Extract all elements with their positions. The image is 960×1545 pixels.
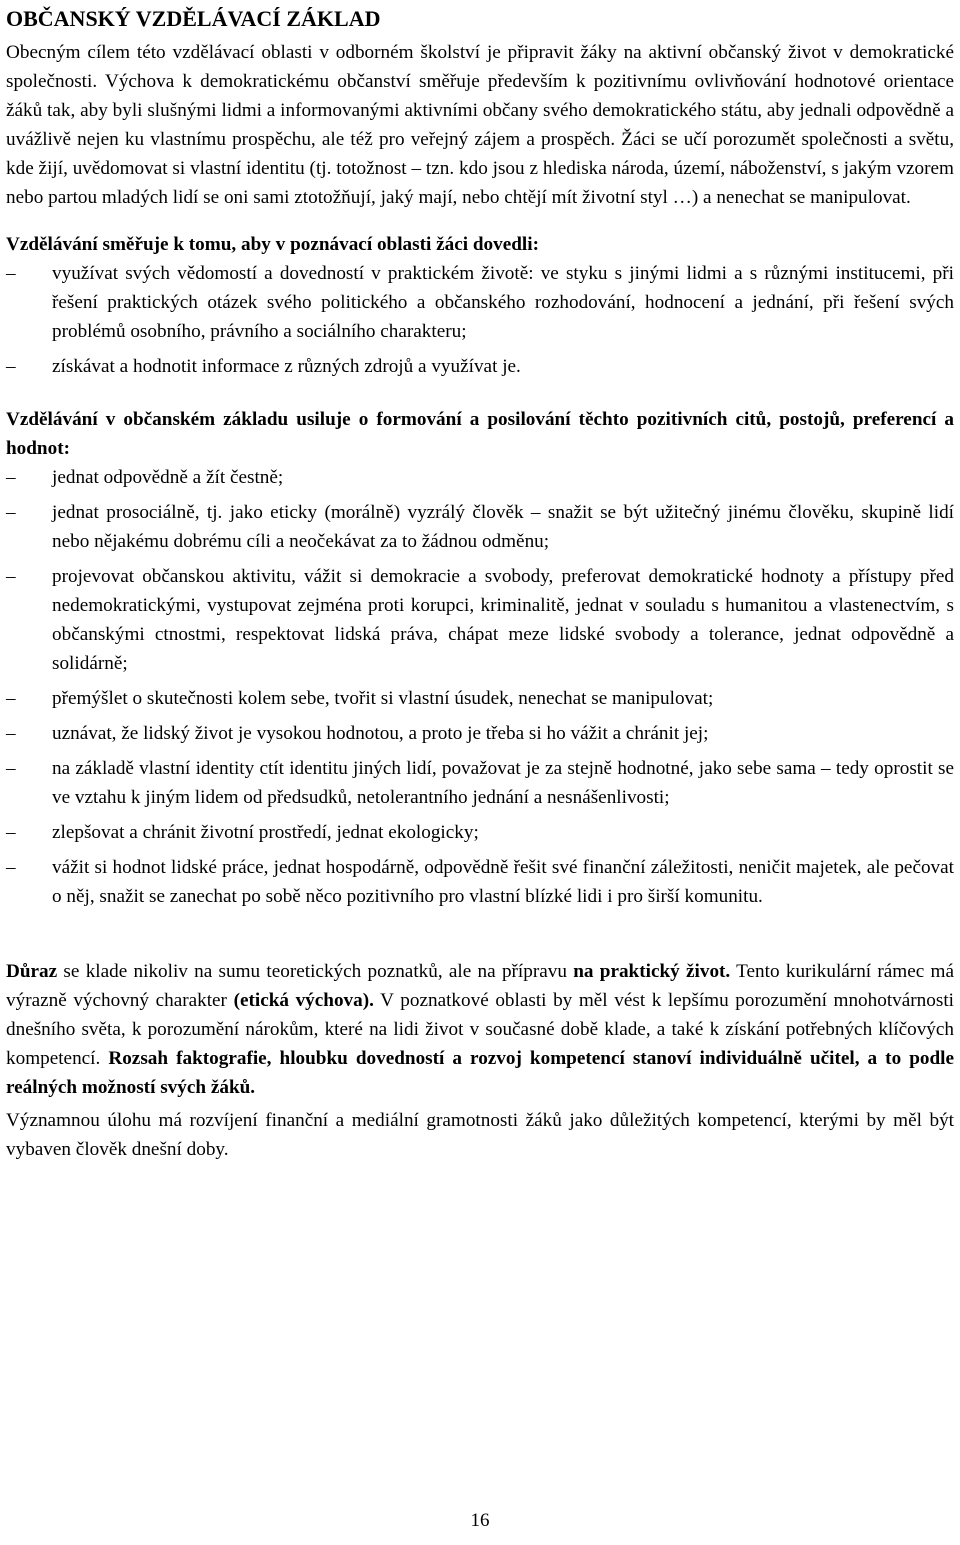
emphasis-paragraph: Důraz se klade nikoliv na sumu teoretických poznatků, ale na přípravu na praktický život. Tento kurikulární rámec má výrazně výchovný charakter (etická výchova). V poznatkové oblasti by měl vést k lepšímu porozumění mnohotvárnosti dnešního světa, k porozumění nárokům, které na lidi život v současné době klade, a také k získání potřebných klíčových kompetencí. Rozsah faktografie, hloubku dovedností a rozvoj kompetencí stanoví individuálně učitel, a to podle reálných možností svých žáků. xyxy=(6,961,954,1098)
dash-icon: – xyxy=(6,688,16,709)
list-item: – vážit si hodnot lidské práce, jednat hospodárně, odpovědně řešit své finanční záležitosti, neničit majetek, ale pečovat o něj, snažit se zanechat po sobě něco pozitivního pro vlastní blízké lidi i pro širší komunitu. xyxy=(6,853,954,911)
list-item: – jednat prosociálně, tj. jako eticky (morálně) vyzrálý člověk – snažit se být užitečný jinému člověku, skupině lidí nebo nějakému dobrému cíli a neočekávat za to žádnou odměnu; xyxy=(6,498,954,556)
list-item: – uznávat, že lidský život je vysokou hodnotou, a proto je třeba si ho vážit a chránit jej; xyxy=(6,719,954,748)
closing-paragraph: Významnou úlohu má rozvíjení finanční a mediální gramotnosti žáků jako důležitých kompetencí, kterými by měl být vybaven člověk dnešní doby. xyxy=(6,1110,954,1160)
dash-icon: – xyxy=(6,822,16,843)
document-title: OBČANSKÝ VZDĚLÁVACÍ ZÁKLAD xyxy=(6,6,381,31)
section1-heading: Vzdělávání směřuje k tomu, aby v poznávací oblasti žáci dovedli: xyxy=(6,234,539,255)
dash-icon: – xyxy=(6,467,16,488)
dash-icon: – xyxy=(6,356,16,377)
list-item: – využívat svých vědomostí a dovedností v praktickém životě: ve styku s jinými lidmi a s různými institucemi, při řešení praktických otázek svého politického a občanského rozhodování, hodnocení a jednání, při řešení svých problémů osobního, právního a sociálního charakteru; xyxy=(6,259,954,346)
dash-icon: – xyxy=(6,566,16,587)
section2-heading: Vzdělávání v občanském základu usiluje o formování a posilování těchto pozitivních citů, postojů, preferencí a hodnot: xyxy=(6,409,954,459)
document-page xyxy=(6,6,954,1164)
list-item: – zlepšovat a chránit životní prostředí, jednat ekologicky; xyxy=(6,818,954,847)
list-item: – na základě vlastní identity ctít identitu jiných lidí, považovat je za stejně hodnotné, jako sebe sama – tedy oprostit se ve vztahu k jiným lidem od předsudků, netolerantního jednání a nesnášenlivosti; xyxy=(6,754,954,812)
dash-icon: – xyxy=(6,723,16,744)
dash-icon: – xyxy=(6,263,16,284)
page-number: 16 xyxy=(470,1510,490,1531)
dash-icon: – xyxy=(6,857,16,878)
list-item: – přemýšlet o skutečnosti kolem sebe, tvořit si vlastní úsudek, nenechat se manipulovat; xyxy=(6,684,954,713)
section2-list xyxy=(6,463,954,911)
list-item: – projevovat občanskou aktivitu, vážit si demokracie a svobody, preferovat demokratické hodnoty a přístupy před nedemokratickými, vystupovat zejména proti korupci, kriminalitě, jednat v souladu s humanitou a vlastenectvím, s občanskými ctnostmi, respektovat lidská práva, chápat meze lidské svobody a tolerance, jednat odpovědně a solidárně; xyxy=(6,562,954,678)
dash-icon: – xyxy=(6,502,16,523)
section1-list xyxy=(6,259,954,381)
list-item: – získávat a hodnotit informace z různých zdrojů a využívat je. xyxy=(6,352,954,381)
list-item: – jednat odpovědně a žít čestně; xyxy=(6,463,954,492)
intro-paragraph: Obecným cílem této vzdělávací oblasti v odborném školství je připravit žáky na aktivní občanský život v demokratické společnosti. Výchova k demokratickému občanství směřuje především k pozitivnímu ovlivňování hodnotové orientace žáků tak, aby byli slušnými lidmi a informovanými aktivními občany svého demokratického státu, aby jednali odpovědně a uvážlivě nejen ku vlastnímu prospěchu, ale též pro veřejný zájem a prospěch. Žáci se učí porozumět společnosti a světu, kde žijí, uvědomovat si vlastní identitu (tj. totožnost – tzn. kdo jsou z hlediska národa, území, náboženství, s jakým vzorem nebo partou mladých lidí se oni sami ztotožňují, jaký mají, nebo chtějí mít životní styl …) a nenechat se manipulovat. xyxy=(6,42,954,208)
dash-icon: – xyxy=(6,758,16,779)
